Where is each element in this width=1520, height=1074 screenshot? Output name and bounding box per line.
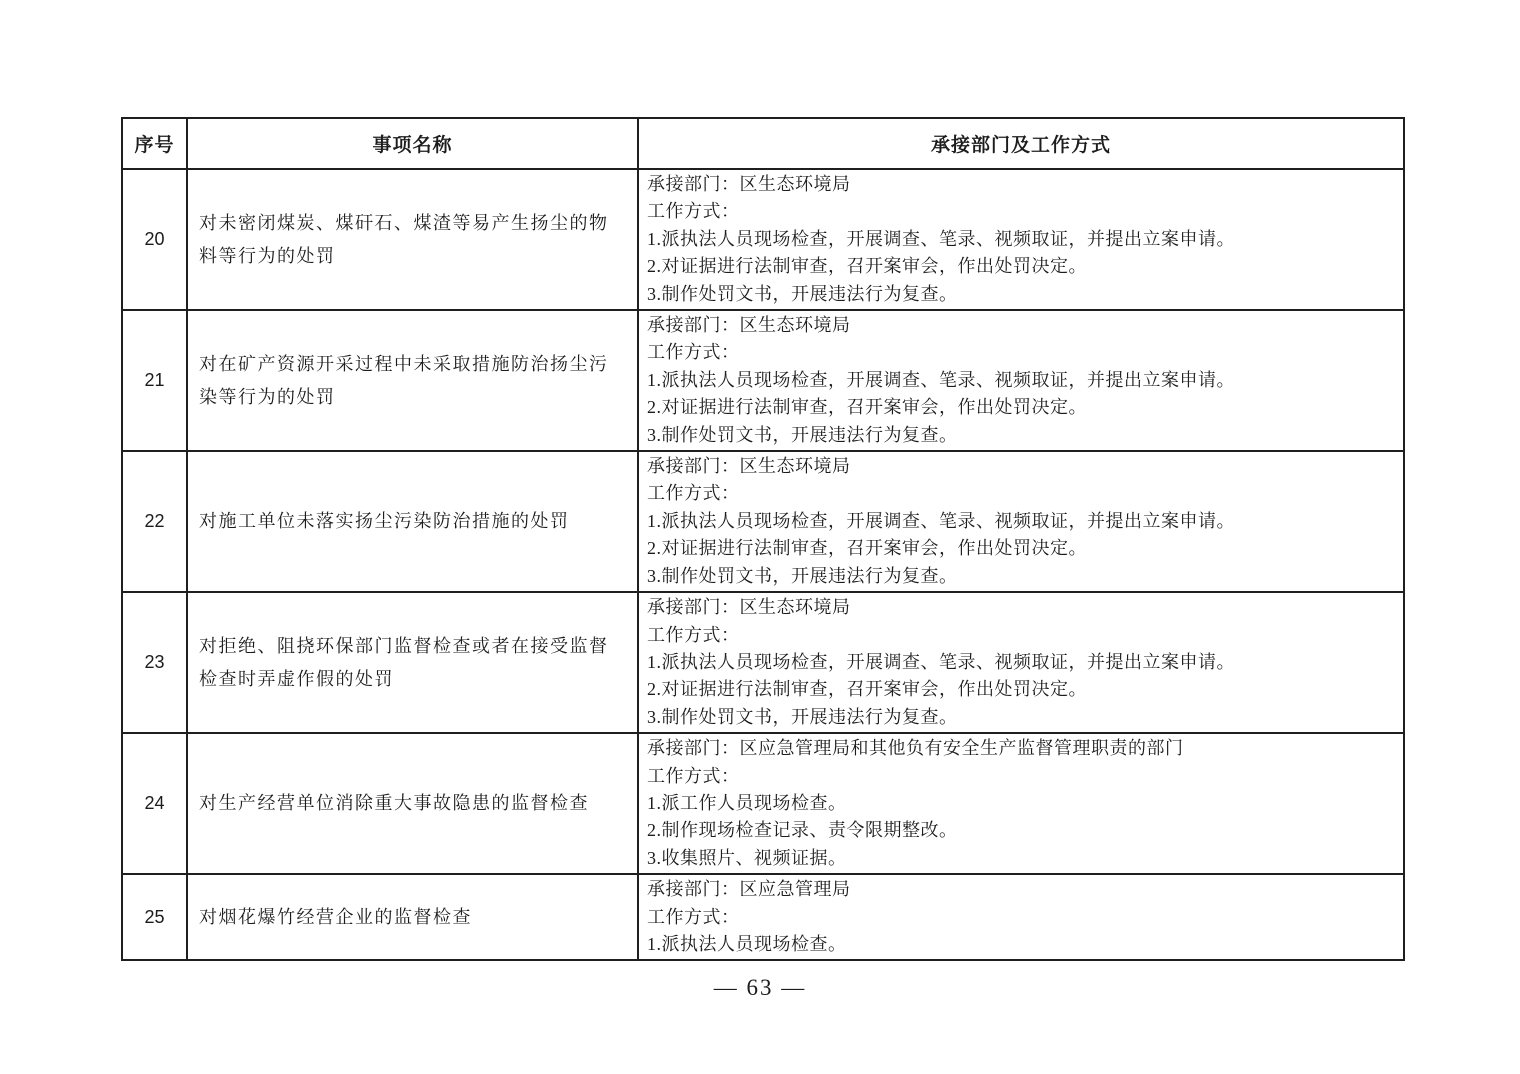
table-row bbox=[122, 451, 1404, 592]
page-number: — 63 — bbox=[713, 975, 807, 1000]
row-serial-number: 23 bbox=[122, 592, 187, 733]
detail-line: 承接部门：区应急管理局 bbox=[647, 879, 851, 900]
detail-line: 2.对证据进行法制审查，召开案审会，作出处罚决定。 bbox=[647, 679, 1087, 700]
detail-line: 3.制作处罚文书，开展违法行为复查。 bbox=[647, 706, 958, 727]
row-serial-number: 25 bbox=[122, 874, 187, 960]
row-department-method bbox=[638, 451, 1404, 592]
table-row bbox=[122, 169, 1404, 310]
detail-line: 承接部门：区生态环境局 bbox=[647, 174, 851, 194]
row-serial-number: 21 bbox=[122, 310, 187, 451]
header-row bbox=[122, 118, 1404, 169]
detail-line: 1.派执法人员现场检查，开展调查、笔录、视频取证，并提出立案申请。 bbox=[647, 228, 1235, 249]
detail-line: 工作方式： bbox=[647, 483, 740, 504]
row-item-name: 对拒绝、阻挠环保部门监督检查或者在接受监督检查时弄虚作假的处罚 bbox=[187, 592, 638, 733]
table-row bbox=[122, 310, 1404, 451]
detail-line: 1.派执法人员现场检查，开展调查、笔录、视频取证，并提出立案申请。 bbox=[647, 651, 1235, 672]
row-department-method bbox=[638, 733, 1404, 874]
detail-line: 3.制作处罚文书，开展违法行为复查。 bbox=[647, 424, 958, 445]
detail-line: 1.派执法人员现场检查。 bbox=[647, 933, 847, 954]
col-header-department-method: 承接部门及工作方式 bbox=[638, 118, 1404, 169]
table-row bbox=[122, 733, 1404, 874]
detail-line: 3.制作处罚文书，开展违法行为复查。 bbox=[647, 565, 958, 586]
detail-line: 3.收集照片、视频证据。 bbox=[647, 847, 847, 868]
row-department-method bbox=[638, 874, 1404, 960]
table-row bbox=[122, 592, 1404, 733]
detail-line: 工作方式： bbox=[647, 201, 740, 222]
detail-line: 工作方式： bbox=[647, 342, 740, 363]
row-department-method bbox=[638, 592, 1404, 733]
detail-line: 承接部门：区生态环境局 bbox=[647, 597, 851, 618]
detail-line: 1.派工作人员现场检查。 bbox=[647, 792, 847, 813]
detail-line: 工作方式： bbox=[647, 906, 740, 927]
detail-line: 2.对证据进行法制审查，召开案审会，作出处罚决定。 bbox=[647, 397, 1087, 418]
detail-line: 2.制作现场检查记录、责令限期整改。 bbox=[647, 820, 958, 841]
detail-line: 承接部门：区生态环境局 bbox=[647, 456, 851, 477]
detail-line: 1.派执法人员现场检查，开展调查、笔录、视频取证，并提出立案申请。 bbox=[647, 510, 1235, 531]
table-row bbox=[122, 874, 1404, 960]
detail-line: 承接部门：区应急管理局和其他负有安全生产监督管理职责的部门 bbox=[647, 738, 1184, 759]
row-serial-number: 22 bbox=[122, 451, 187, 592]
items-table bbox=[121, 117, 1405, 961]
detail-line: 3.制作处罚文书，开展违法行为复查。 bbox=[647, 283, 958, 304]
detail-line: 2.对证据进行法制审查，召开案审会，作出处罚决定。 bbox=[647, 256, 1087, 277]
row-serial-number: 24 bbox=[122, 733, 187, 874]
detail-line: 1.派执法人员现场检查，开展调查、笔录、视频取证，并提出立案申请。 bbox=[647, 369, 1235, 390]
row-item-name: 对生产经营单位消除重大事故隐患的监督检查 bbox=[187, 733, 638, 874]
col-header-item-name: 事项名称 bbox=[187, 118, 638, 169]
row-item-name: 对施工单位未落实扬尘污染防治措施的处罚 bbox=[187, 451, 638, 592]
col-header-serial-number: 序号 bbox=[122, 118, 187, 169]
row-serial-number: 20 bbox=[122, 169, 187, 310]
row-department-method bbox=[638, 169, 1404, 310]
row-item-name: 对烟花爆竹经营企业的监督检查 bbox=[187, 874, 638, 960]
detail-line: 承接部门：区生态环境局 bbox=[647, 315, 851, 336]
row-department-method bbox=[638, 310, 1404, 451]
detail-line: 工作方式： bbox=[647, 765, 740, 786]
row-item-name: 对未密闭煤炭、煤矸石、煤渣等易产生扬尘的物料等行为的处罚 bbox=[187, 169, 638, 310]
detail-line: 2.对证据进行法制审查，召开案审会，作出处罚决定。 bbox=[647, 538, 1087, 559]
detail-line: 工作方式： bbox=[647, 624, 740, 645]
row-item-name: 对在矿产资源开采过程中未采取措施防治扬尘污染等行为的处罚 bbox=[187, 310, 638, 451]
